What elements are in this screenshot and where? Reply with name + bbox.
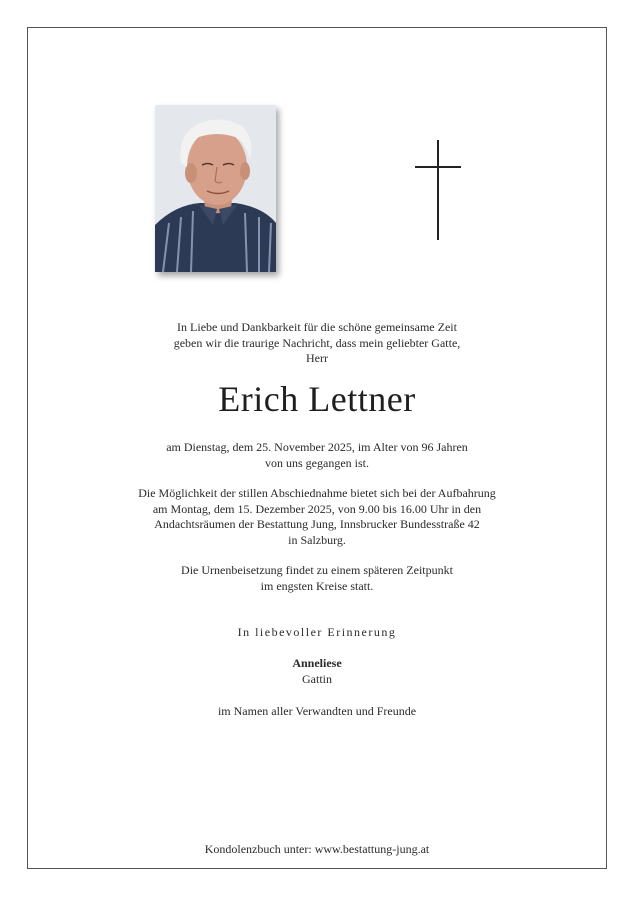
deceased-name: Erich Lettner	[218, 379, 416, 419]
condolence-link[interactable]: Kondolenzbuch unter: www.bestattung-jung.at	[204, 842, 430, 856]
mourner-name: Anneliese	[292, 656, 342, 670]
mourner-block	[27, 656, 607, 687]
intro-text	[27, 320, 607, 367]
death-line: am Dienstag, dem 25. November 2025, im Alter von 96 Jahren	[166, 440, 468, 454]
intro-line: In Liebe und Dankbarkeit für die schöne gemeinsame Zeit	[177, 320, 457, 334]
death-line: von uns gegangen ist.	[265, 455, 369, 470]
mourner-relation: Gattin	[302, 671, 332, 686]
farewell-line: am Montag, dem 15. Dezember 2025, von 9.00 bis 16.00 Uhr in den	[152, 501, 482, 516]
farewell-line: Die Möglichkeit der stillen Abschiednahme bietet sich bei der Aufbahrung	[138, 486, 496, 500]
burial-line: Die Urnenbeisetzung findet zu einem späteren Zeitpunkt	[181, 563, 453, 577]
cross-icon	[415, 140, 461, 240]
burial-line: im engsten Kreise statt.	[260, 578, 374, 593]
farewell-line: in Salzburg.	[288, 532, 346, 547]
farewell-line: Andachtsräumen der Bestattung Jung, Innsbrucker Bundesstraße 42	[154, 517, 480, 531]
burial-text	[27, 563, 607, 594]
death-text	[27, 440, 607, 471]
portrait-photo	[155, 105, 276, 272]
family-text: im Namen aller Verwandten und Freunde	[217, 704, 417, 718]
intro-line: Herr	[306, 351, 328, 365]
memory-heading: In liebevoller Erinnerung	[237, 625, 397, 639]
farewell-text	[27, 486, 607, 548]
intro-line: geben wir die traurige Nachricht, dass mein geliebter Gatte,	[173, 335, 461, 350]
